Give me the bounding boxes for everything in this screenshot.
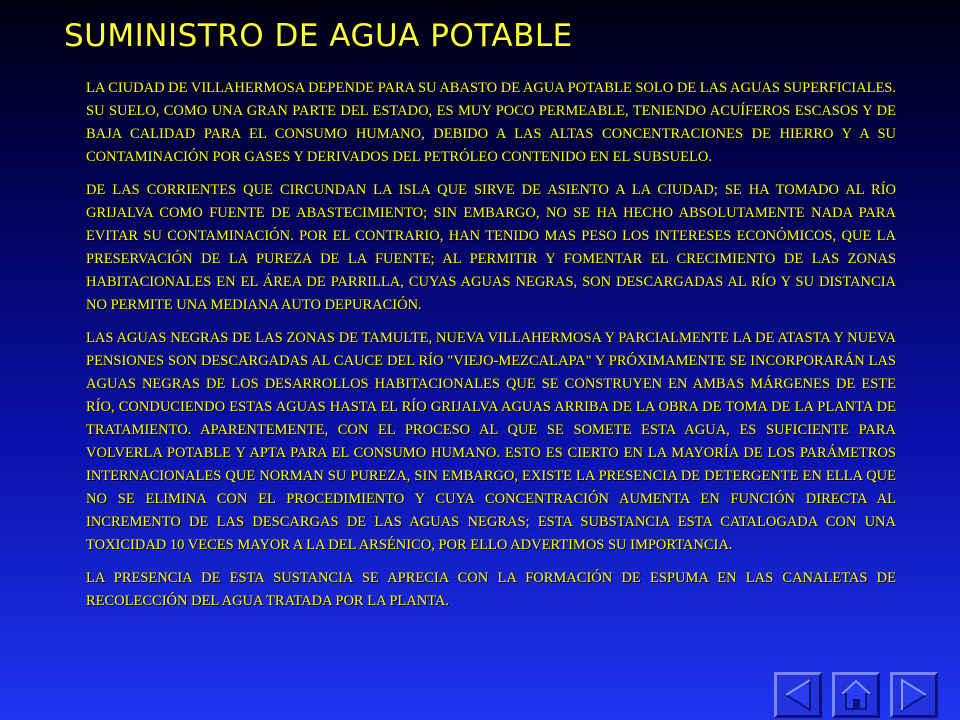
paragraph-2: DE LAS CORRIENTES QUE CIRCUNDAN LA ISLA QUE SIRVE DE ASIENTO A LA CIUDAD; SE HA TOMADO AL RÍO GRIJALVA COMO FUENTE DE ABASTECIMIENTO; SIN EMBARGO, NO SE HA HECHO ABSOLUTAMENTE NADA PARA EVITAR SU CONTAMINACIÓN. POR EL CONTRARIO, HAN TENIDO MAS PESO LOS INTERESES ECONÓMICOS, QUE LA PRESERVACIÓN DE LA PUREZA DE LA FUENTE; AL PERMITIR Y FOMENTAR EL CRECIMIENTO DE LAS ZONAS HABITACIONALES EN EL ÁREA DE PARRILLA, CUYAS AGUAS NEGRAS, SON DESCARGADAS AL RÍO Y SU DISTANCIA NO PERMITE UNA MEDIANA AUTO DEPURACIÓN. — [86, 182, 896, 313]
slide-body — [86, 77, 896, 623]
home-button[interactable] — [832, 672, 880, 718]
paragraph-3: LAS AGUAS NEGRAS DE LAS ZONAS DE TAMULTE, NUEVA VILLAHERMOSA Y PARCIALMENTE LA DE ATASTA Y NUEVA PENSIONES SON DESCARGADAS AL CAUCE DEL RÍO "VIEJO-MEZCALAPA" Y PRÓXIMAMENTE SE INCORPORARÁN LAS AGUAS NEGRAS DE LOS DESARROLLOS HABITACIONALES QUE SE CONSTRUYEN EN AMBAS MÁRGENES DE ESTE RÍO, CONDUCIENDO ESTAS AGUAS HASTA EL RÍO GRIJALVA AGUAS ARRIBA DE LA OBRA DE TOMA DE LA PLANTA DE TRATAMIENTO. APARENTEMENTE, CON EL PROCESO AL QUE SE SOMETE ESTA AGUA, ES SUFICIENTE PARA VOLVERLA POTABLE Y APTA PARA EL CONSUMO HUMANO. ESTO ES CIERTO EN LA MAYORÍA DE LOS PARÁMETROS INTERNACIONALES QUE NORMAN SU PUREZA, SIN EMBARGO, EXISTE LA PRESENCIA DE DETERGENTE EN ELLA QUE NO SE ELIMINA CON EL PROCEDIMIENTO Y CUYA CONCENTRACIÓN AUMENTA EN FUNCIÓN DIRECTA AL INCREMENTO DE LAS DESCARGAS DE LAS AGUAS NEGRAS; ESTA SUBSTANCIA ESTA CATALOGADA CON UNA TOXICIDAD 10 VECES MAYOR A LA DEL ARSÉNICO, POR ELLO ADVERTIMOS SU IMPORTANCIA. — [86, 330, 896, 553]
triangle-left-icon — [777, 675, 819, 715]
slide-title: SUMINISTRO DE AGUA POTABLE — [64, 18, 573, 54]
navigation-bar — [774, 672, 939, 718]
next-slide-button[interactable] — [890, 672, 938, 718]
house-icon — [835, 675, 877, 715]
paragraph-1: LA CIUDAD DE VILLAHERMOSA DEPENDE PARA SU ABASTO DE AGUA POTABLE SOLO DE LAS AGUAS SUPERFICIALES. SU SUELO, COMO UNA GRAN PARTE DEL ESTADO, ES MUY POCO PERMEABLE, TENIENDO ACUÍFEROS ESCASOS Y DE BAJA CALIDAD PARA EL CONSUMO HUMANO, DEBIDO A LAS ALTAS CONCENTRACIONES DE HIERRO Y A SU CONTAMINACIÓN POR GASES Y DERIVADOS DEL PETRÓLEO CONTENIDO EN EL SUBSUELO. — [86, 80, 896, 165]
paragraph-4: LA PRESENCIA DE ESTA SUSTANCIA SE APRECIA CON LA FORMACIÓN DE ESPUMA EN LAS CANALETAS DE RECOLECCIÓN DEL AGUA TRATADA POR LA PLANTA. — [86, 570, 896, 609]
triangle-right-icon — [893, 675, 935, 715]
previous-slide-button[interactable] — [774, 672, 822, 718]
